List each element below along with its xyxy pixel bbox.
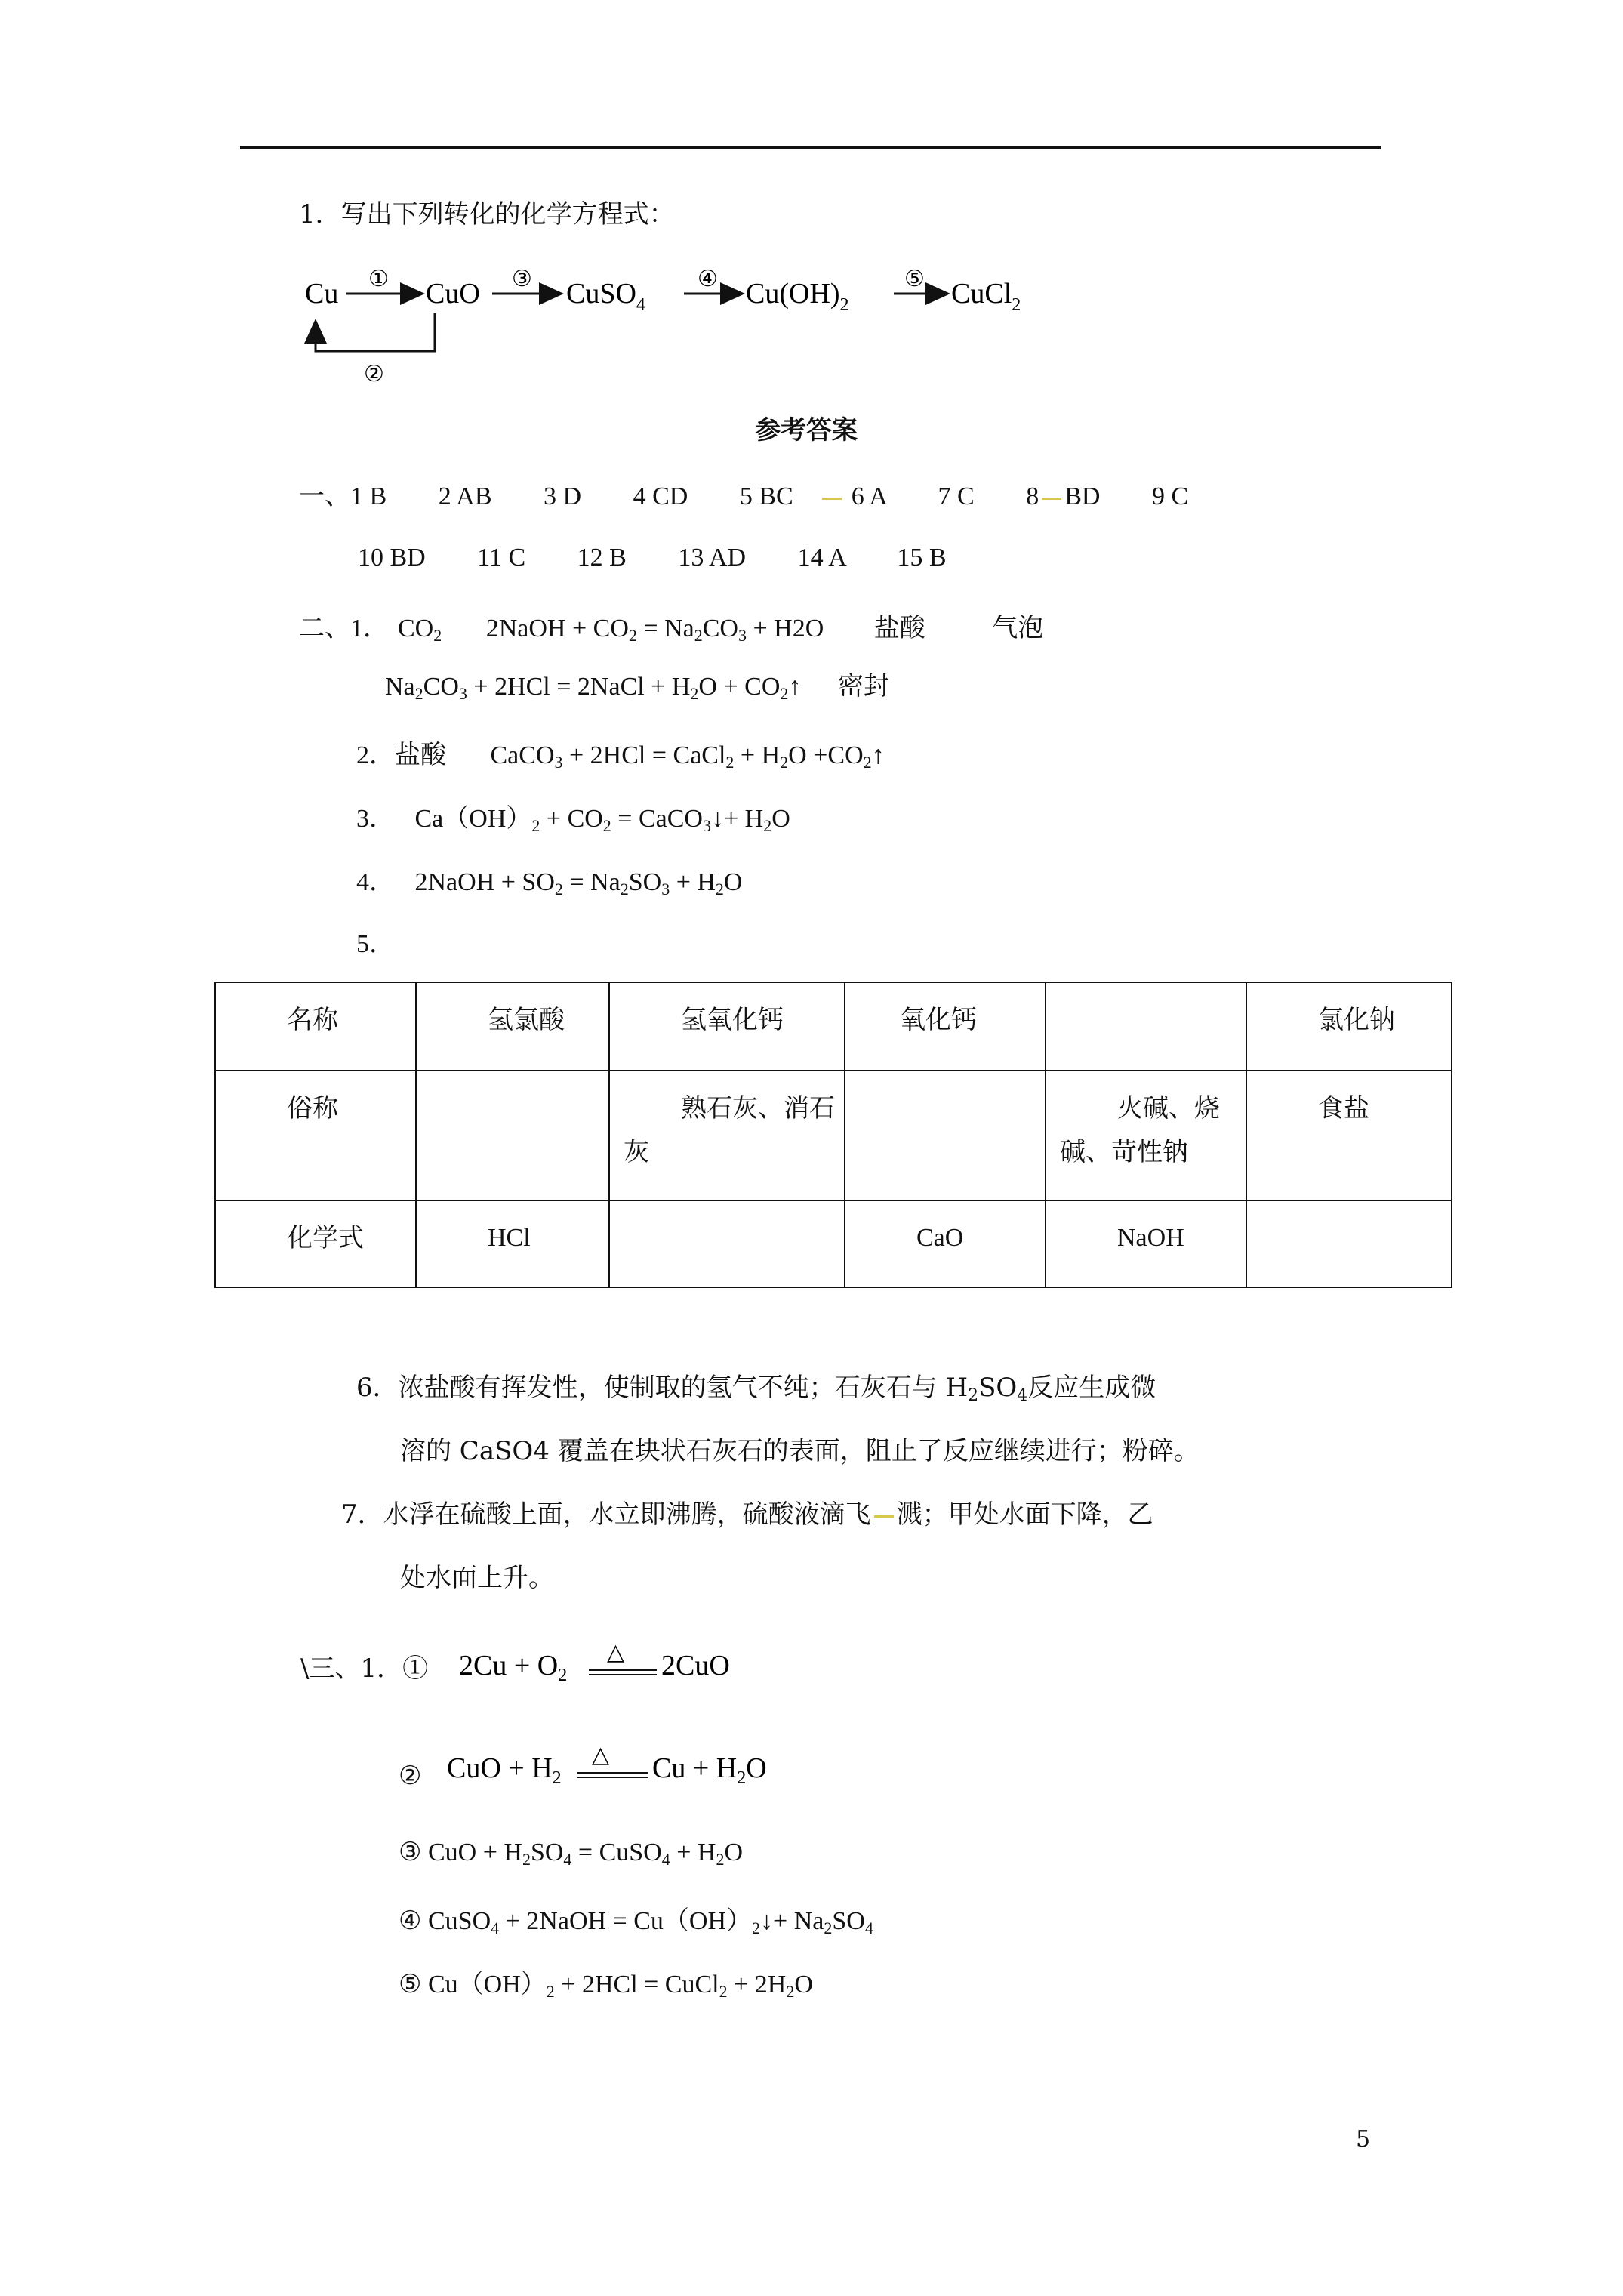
paragraph-text: 水浮在硫酸上面，水立即沸腾，硫酸液滴飞 [383,1499,871,1530]
condition-symbol: △ [607,1640,625,1665]
eq-sub: 2 [552,1768,562,1788]
equation: CO [702,615,738,643]
table-row [215,1071,1452,1200]
item7-line2: 处水面上升。 [400,1563,554,1593]
equation: CuSO [427,1907,491,1935]
eq-sub: 2 [737,1768,747,1788]
equation: CO [423,673,459,701]
up-arrow: ↑ [788,673,802,701]
equation: + H [734,741,781,769]
row-header-common: 俗称 [215,1071,416,1200]
equation: Ca（OH） [414,805,532,833]
equation-b [444,1734,791,1794]
ans-8: BD [1064,482,1101,510]
paragraph-text: 浓盐酸有挥发性，使制取的氢气不纯；石灰石与 H [398,1373,969,1403]
equation: = CuSO [571,1838,662,1866]
part2-item1-line1: 二、1． $CO_2$ 2NaOH + $CO_2 = Na_2CO_3 + H2O$ 盐酸 气泡 [299,615,1044,645]
part2-label: 二、 [299,615,350,643]
equation: 2NaOH + CO [485,615,629,643]
eq-left: 2Cu + O [459,1650,559,1681]
ans-3: 3 D [544,482,582,510]
paragraph-text: SO [978,1373,1018,1403]
equation: Na [385,673,415,701]
node-cuoh2-sub: 2 [839,295,849,315]
question-text: 写出下列转化的化学方程式： [340,199,675,230]
ans-12: 12 B [577,544,627,572]
table-cell: 火碱、烧碱、苛性钠 [1046,1071,1246,1200]
answer-word: 密封 [837,673,889,701]
answer-word: 盐酸 [873,615,925,643]
equation: + H [670,868,716,896]
equation: + CO [540,805,603,833]
equation: + 2NaOH = Cu（OH） [499,1907,753,1935]
circle-number: ③ [399,1838,422,1866]
item6-line1: 6．浓盐酸有挥发性，使制取的氢气不纯；石灰石与 $H_2SO_4$反应生成微 [356,1373,1156,1405]
part3-c2: ② [399,1761,422,1791]
equation: = Na [562,868,621,896]
equation: + H [670,1838,716,1866]
part2-item5: 5． [356,930,395,958]
answer-title: 参考答案 [755,415,858,445]
table-cell [845,1071,1046,1200]
part2-item2: 2．盐酸 CaCO$_3$ + 2HCl = CaCl$_2$ + $H_2O$ $+CO_2↑$ [356,741,885,772]
table-cell: HCl [416,1200,609,1287]
ans-5: 5 BC [739,482,793,510]
part3-eq5: ⑤ $Cu(OH)_2 + 2HCl$ = CuCl$_2$ + $2H_2O$ [399,1971,813,2001]
svg-text:Cu(OH)2 [746,278,849,315]
equation: SO [832,1907,865,1935]
ans-2: 2 AB [438,482,492,510]
table-cell: 氢氧化钙 [609,982,845,1071]
table-cell: 氯化钠 [1246,982,1452,1071]
svg-text:Cu + H2O [652,1752,767,1788]
item7-line1 [341,1498,1153,1531]
condition-symbol: △ [592,1743,610,1767]
ans-1: 1 B [350,482,387,510]
item-number: 1． [350,615,389,643]
answer-word: 气泡 [992,615,1044,643]
equation: O [771,805,790,833]
question-number: 1． [299,199,341,230]
highlight-mark [822,498,842,500]
ans-15: 15 B [897,544,947,572]
table-row [215,982,1452,1071]
table-cell [609,1200,845,1287]
table-cell: 氢氯酸 [416,982,609,1071]
ans-13: 13 AD [678,544,747,572]
ans-11: 11 C [477,544,526,572]
step-5: ⑤ [904,267,925,291]
step-3: ③ [512,267,532,291]
equation: + 2HCl = 2NaCl + H [467,673,691,701]
part1-row1 [299,480,1188,513]
table-row [215,1200,1452,1287]
step-2: ② [364,362,384,387]
part3-eq4: ④ CuSO$_4$ + 2NaOH = $Cu(OH)_2↓+ Na_2SO_4$ [399,1907,873,1937]
equation: ↓+ Na [760,1907,824,1935]
question-1 [299,198,675,231]
row-header-formula: 化学式 [215,1200,416,1287]
part2-item1-line2: $Na_2CO_3 + 2HCl$ = 2NaCl + $H_2O$ + $CO_2↑$ 密封 [385,673,889,703]
circle-number: ① [402,1653,429,1684]
table-cell [1046,982,1246,1071]
paragraph-text: 溅；甲处水面下降，乙 [896,1499,1153,1530]
part2-item4: 4． 2NaOH + $SO_2 = Na_2SO_3 + H_2O$ [356,868,743,898]
table-cell [416,1071,609,1200]
table-cell: 氧化钙 [845,982,1046,1071]
page-number: 5 [1356,2126,1371,2153]
node-cuso4: CuSO [566,278,636,310]
node-cucl2: CuCl [951,278,1012,310]
item-number: 7． [341,1499,383,1530]
row-header-name: 名称 [215,982,416,1071]
answer-word: 盐酸 [395,741,446,769]
ans-6: 6 A [851,482,887,510]
node-cucl2-sub: 2 [1012,295,1021,315]
ans-8-num: 8 [1026,482,1039,510]
eq-right: Cu + H [652,1752,738,1784]
header-rule [240,146,1381,149]
table-cell: NaOH [1046,1200,1246,1287]
eq-sub: 2 [558,1666,568,1685]
up-arrow: ↑ [871,741,885,769]
svg-text:2Cu + O2 [459,1650,567,1685]
equation: + 2H [727,1971,787,1999]
eq-right: 2CuO [661,1650,730,1681]
equation: O [794,1971,813,1999]
equation: SO [530,1838,564,1866]
eq-right: O [746,1752,767,1784]
part3-label [300,1652,428,1685]
table-cell [1246,1200,1452,1287]
table-cell: 食盐 [1246,1071,1452,1200]
equation: O [724,1838,744,1866]
equation: O +CO [788,741,864,769]
table-cell: CaO [845,1200,1046,1287]
item-number: 4． [356,868,395,896]
equation: + 2HCl = CuCl [554,1971,719,1999]
part1-label: 一、 [299,482,350,510]
step-4: ④ [698,267,718,291]
item6-line2: 溶的 CaSO4 覆盖在块状石灰石的表面，阻止了反应继续进行；粉碎。 [400,1436,1200,1466]
svg-text:CuSO4 [566,278,645,315]
equation: SO [628,868,662,896]
equation: + 2HCl = CaCl [562,741,726,769]
item-number: 2． [356,741,395,769]
svg-text:CuO + H2 [447,1752,562,1788]
ans-4: 4 CD [633,482,688,510]
compound-table [214,982,1452,1288]
highlight-mark [1042,498,1061,500]
part3-label-text: \三、1． [300,1653,403,1684]
part1-row2 [358,544,947,572]
highlight-mark [874,1515,894,1518]
table-cell: 熟石灰、消石灰 [609,1071,845,1200]
ans-10: 10 BD [358,544,426,572]
item-number: 6． [356,1373,399,1403]
equation: CaCO [490,741,555,769]
node-cu: Cu [305,278,339,310]
eq-left: CuO + H [447,1752,553,1784]
svg-text:CuCl2 [951,278,1021,315]
equation: 2NaOH + SO [414,868,555,896]
equation: O [723,868,743,896]
ans-14: 14 A [797,544,845,572]
part3-eq3: ③ CuO + $H_2SO_4$ = CuSO$_4$ + $H_2O$ [399,1838,744,1869]
equation: ↓+ H [710,805,764,833]
equation: CuO + H [427,1838,522,1866]
equation-a [456,1631,773,1691]
equation: O + CO [698,673,781,701]
circle-number: ④ [399,1907,422,1935]
ans-7: 7 C [938,482,975,510]
step-1: ① [368,267,389,291]
ans-9: 9 C [1151,482,1189,510]
circle-number: ⑤ [399,1971,422,1999]
part2-item3: 3． $Ca(OH)_2 + CO_2$ = CaCO$_3$↓+ $H_2O$ [356,805,790,835]
equation: = Na [636,615,694,643]
node-cuoh2: Cu(OH) [746,278,840,310]
equation: Cu（OH） [427,1971,547,1999]
node-cuo: CuO [426,278,480,310]
equation: + H2O [746,615,824,643]
node-cuso4-sub: 4 [636,295,645,315]
paragraph-text: 反应生成微 [1027,1373,1156,1403]
reaction-scheme [294,260,1057,389]
item-number: 3． [356,805,395,833]
formula: CO [398,615,434,643]
equation: = CaCO [611,805,703,833]
